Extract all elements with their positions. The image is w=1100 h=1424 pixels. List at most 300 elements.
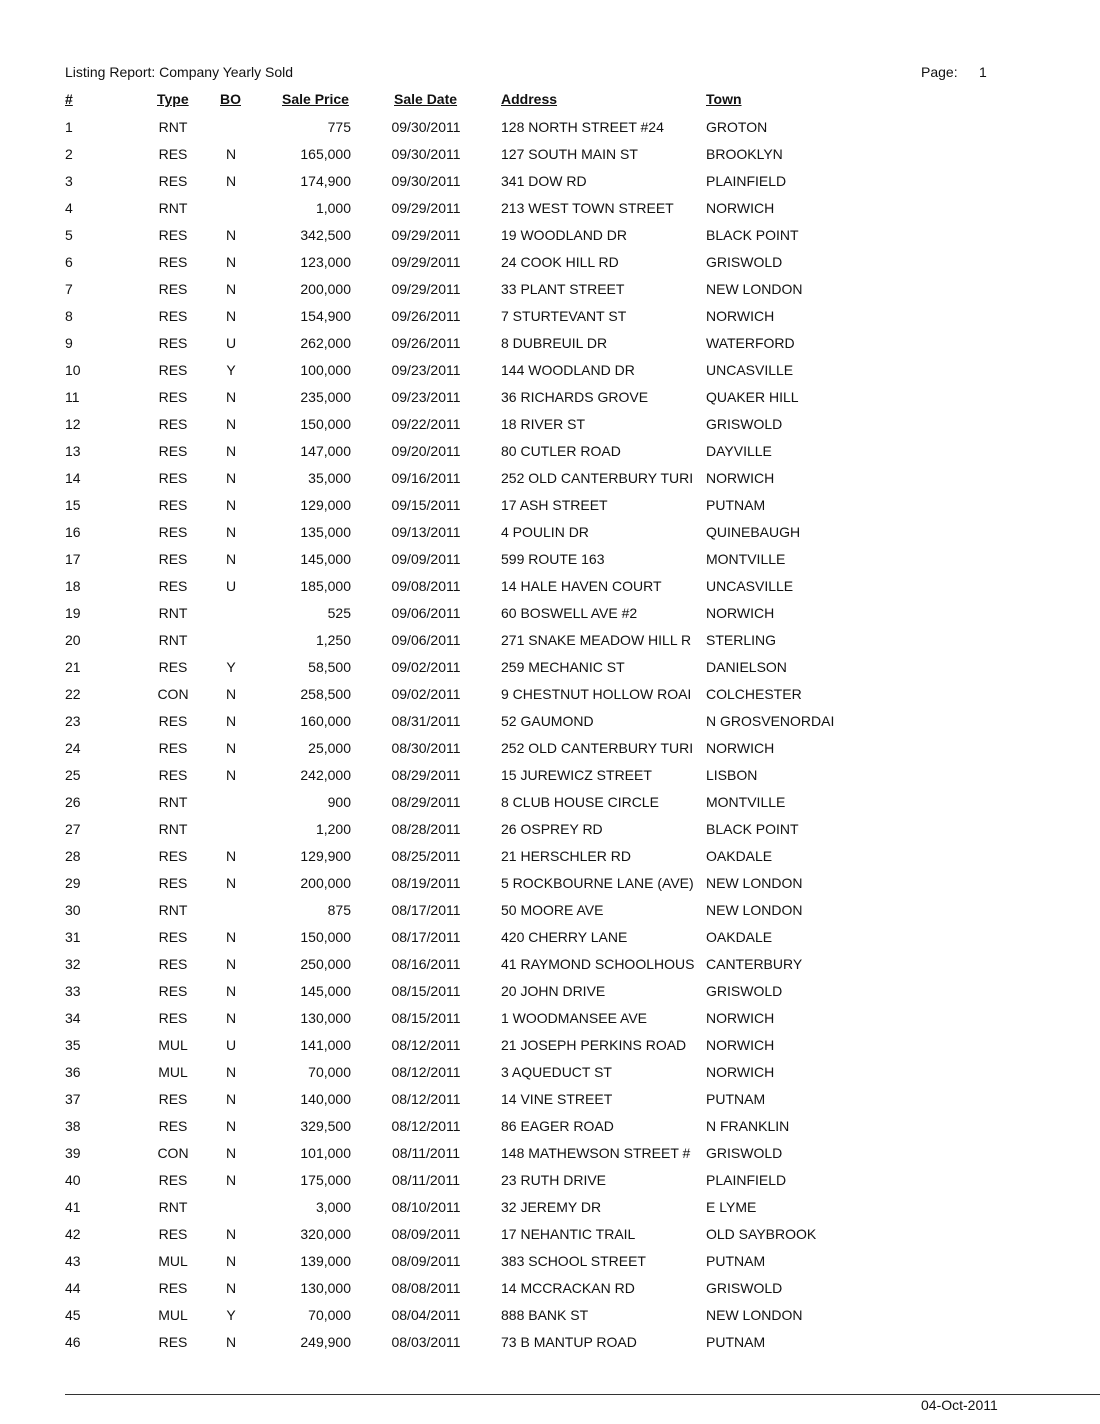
- cell-number: 17: [65, 551, 81, 567]
- cell-sale-date: 08/03/2011: [391, 1334, 461, 1350]
- cell-town: NEW LONDON: [706, 1307, 803, 1323]
- cell-type: RES: [158, 767, 188, 783]
- cell-address: 20 JOHN DRIVE: [501, 983, 606, 999]
- cell-sale-price: 130,000: [300, 1280, 351, 1296]
- cell-sale-price: 150,000: [300, 416, 351, 432]
- page-label: Page:: [921, 64, 958, 80]
- cell-sale-date: 08/29/2011: [391, 794, 461, 810]
- cell-number: 30: [65, 902, 81, 918]
- cell-type: RES: [158, 308, 188, 324]
- cell-type: RNT: [158, 200, 188, 216]
- table-row: [0, 1306, 1100, 1333]
- cell-bo: N: [225, 443, 237, 459]
- cell-sale-price: 525: [327, 605, 351, 621]
- cell-address: 14 VINE STREET: [501, 1091, 613, 1107]
- cell-address: 3 AQUEDUCT ST: [501, 1064, 612, 1080]
- column-header-address: Address: [501, 91, 558, 107]
- cell-sale-date: 08/15/2011: [391, 983, 461, 999]
- column-header-sale-date: Sale Date: [394, 91, 458, 107]
- cell-town: NORWICH: [706, 605, 775, 621]
- cell-type: RES: [158, 443, 188, 459]
- cell-sale-date: 09/29/2011: [391, 200, 461, 216]
- table-row: [0, 1036, 1100, 1063]
- cell-bo: N: [225, 551, 237, 567]
- table-row: [0, 577, 1100, 604]
- cell-address: 23 RUTH DRIVE: [501, 1172, 607, 1188]
- cell-sale-date: 08/17/2011: [391, 902, 461, 918]
- cell-type: RES: [158, 1010, 188, 1026]
- column-header-town: Town: [706, 91, 742, 107]
- cell-sale-date: 08/31/2011: [391, 713, 461, 729]
- cell-address: 271 SNAKE MEADOW HILL R: [501, 632, 692, 648]
- table-row: [0, 955, 1100, 982]
- table-row: [0, 1063, 1100, 1090]
- cell-number: 20: [65, 632, 81, 648]
- cell-sale-date: 09/13/2011: [391, 524, 461, 540]
- cell-number: 36: [65, 1064, 81, 1080]
- cell-town: NORWICH: [706, 740, 775, 756]
- cell-bo: N: [225, 740, 237, 756]
- table-row: [0, 172, 1100, 199]
- cell-type: RES: [158, 929, 188, 945]
- cell-number: 22: [65, 686, 81, 702]
- cell-sale-price: 1,200: [315, 821, 351, 837]
- cell-sale-price: 200,000: [300, 281, 351, 297]
- cell-address: 252 OLD CANTERBURY TURI: [501, 470, 694, 486]
- table-row: [0, 1252, 1100, 1279]
- table-row: [0, 1009, 1100, 1036]
- cell-number: 42: [65, 1226, 81, 1242]
- cell-number: 46: [65, 1334, 81, 1350]
- cell-sale-price: 3,000: [315, 1199, 351, 1215]
- cell-town: DAYVILLE: [706, 443, 772, 459]
- cell-sale-price: 1,000: [315, 200, 351, 216]
- listing-table-body: [0, 118, 1100, 1360]
- cell-sale-date: 08/12/2011: [391, 1118, 461, 1134]
- cell-town: DANIELSON: [706, 659, 787, 675]
- cell-sale-date: 08/11/2011: [392, 1145, 460, 1161]
- cell-number: 25: [65, 767, 81, 783]
- cell-bo: N: [225, 497, 237, 513]
- cell-type: RES: [158, 524, 188, 540]
- cell-type: RES: [158, 740, 188, 756]
- cell-type: RES: [158, 281, 188, 297]
- cell-town: GRISWOLD: [706, 416, 783, 432]
- table-row: [0, 604, 1100, 631]
- cell-address: 73 B MANTUP ROAD: [501, 1334, 637, 1350]
- cell-type: MUL: [158, 1064, 188, 1080]
- cell-type: RES: [158, 578, 188, 594]
- footer-divider: [65, 1394, 1100, 1395]
- cell-sale-date: 09/09/2011: [391, 551, 461, 567]
- cell-sale-price: 140,000: [300, 1091, 351, 1107]
- cell-sale-date: 08/15/2011: [391, 1010, 461, 1026]
- cell-type: RNT: [158, 605, 188, 621]
- cell-town: NEW LONDON: [706, 281, 803, 297]
- cell-sale-date: 09/16/2011: [391, 470, 461, 486]
- cell-sale-price: 329,500: [300, 1118, 351, 1134]
- cell-town: PLAINFIELD: [706, 173, 787, 189]
- cell-type: CON: [157, 1145, 189, 1161]
- cell-address: 4 POULIN DR: [501, 524, 589, 540]
- cell-number: 33: [65, 983, 81, 999]
- cell-bo: N: [225, 146, 237, 162]
- table-row: [0, 928, 1100, 955]
- cell-town: GRISWOLD: [706, 983, 783, 999]
- cell-address: 86 EAGER ROAD: [501, 1118, 614, 1134]
- cell-address: 14 HALE HAVEN COURT: [501, 578, 662, 594]
- cell-address: 888 BANK ST: [501, 1307, 589, 1323]
- cell-number: 3: [65, 173, 73, 189]
- cell-type: RES: [158, 1334, 188, 1350]
- cell-bo: Y: [226, 659, 236, 675]
- table-row: [0, 685, 1100, 712]
- cell-type: MUL: [158, 1307, 188, 1323]
- cell-bo: N: [225, 1280, 237, 1296]
- cell-sale-price: 25,000: [308, 740, 351, 756]
- cell-town: UNCASVILLE: [706, 578, 794, 594]
- cell-address: 127 SOUTH MAIN ST: [501, 146, 638, 162]
- cell-sale-date: 08/12/2011: [391, 1091, 461, 1107]
- cell-number: 29: [65, 875, 81, 891]
- cell-type: RES: [158, 1280, 188, 1296]
- cell-sale-date: 09/08/2011: [391, 578, 461, 594]
- cell-town: NORWICH: [706, 1064, 775, 1080]
- cell-town: MONTVILLE: [706, 794, 786, 810]
- table-row: [0, 982, 1100, 1009]
- cell-sale-price: 160,000: [300, 713, 351, 729]
- cell-sale-date: 09/06/2011: [391, 605, 461, 621]
- table-row: [0, 658, 1100, 685]
- cell-type: RNT: [158, 1199, 188, 1215]
- cell-address: 60 BOSWELL AVE #2: [501, 605, 638, 621]
- cell-sale-date: 09/20/2011: [391, 443, 461, 459]
- cell-sale-price: 141,000: [300, 1037, 351, 1053]
- cell-town: N FRANKLIN: [706, 1118, 790, 1134]
- cell-number: 16: [65, 524, 81, 540]
- cell-sale-date: 09/06/2011: [391, 632, 461, 648]
- cell-number: 31: [65, 929, 81, 945]
- cell-bo: N: [225, 524, 237, 540]
- cell-sale-price: 123,000: [300, 254, 351, 270]
- cell-town: BROOKLYN: [706, 146, 783, 162]
- cell-bo: U: [225, 1037, 237, 1053]
- cell-town: N GROSVENORDAI: [706, 713, 835, 729]
- cell-town: WATERFORD: [706, 335, 795, 351]
- cell-sale-price: 262,000: [300, 335, 351, 351]
- cell-sale-date: 09/26/2011: [391, 335, 461, 351]
- cell-address: 50 MOORE AVE: [501, 902, 604, 918]
- cell-number: 2: [65, 146, 73, 162]
- table-row: [0, 226, 1100, 253]
- cell-address: 341 DOW RD: [501, 173, 587, 189]
- table-row: [0, 901, 1100, 928]
- cell-address: 213 WEST TOWN STREET: [501, 200, 674, 216]
- cell-sale-date: 08/17/2011: [391, 929, 461, 945]
- cell-sale-date: 09/22/2011: [391, 416, 461, 432]
- cell-number: 23: [65, 713, 81, 729]
- cell-bo: N: [225, 470, 237, 486]
- cell-sale-price: 342,500: [300, 227, 351, 243]
- column-header-bo: BO: [220, 91, 241, 107]
- cell-number: 1: [65, 119, 73, 135]
- table-row: [0, 550, 1100, 577]
- column-header-number: #: [65, 91, 73, 107]
- table-row: [0, 1279, 1100, 1306]
- cell-bo: N: [225, 713, 237, 729]
- cell-town: PUTNAM: [706, 1334, 766, 1350]
- cell-number: 11: [65, 389, 80, 405]
- cell-town: LISBON: [706, 767, 758, 783]
- cell-sale-date: 08/04/2011: [391, 1307, 461, 1323]
- cell-sale-price: 70,000: [308, 1064, 351, 1080]
- cell-town: NORWICH: [706, 1010, 775, 1026]
- cell-bo: N: [225, 1118, 237, 1134]
- cell-address: 128 NORTH STREET #24: [501, 119, 664, 135]
- cell-town: NORWICH: [706, 200, 775, 216]
- cell-number: 39: [65, 1145, 81, 1161]
- cell-address: 17 NEHANTIC TRAIL: [501, 1226, 636, 1242]
- table-row: [0, 820, 1100, 847]
- cell-town: PUTNAM: [706, 1091, 766, 1107]
- cell-sale-date: 09/30/2011: [391, 173, 461, 189]
- cell-town: NORWICH: [706, 308, 775, 324]
- table-row: [0, 442, 1100, 469]
- cell-address: 9 CHESTNUT HOLLOW ROAI: [501, 686, 692, 702]
- table-row: [0, 388, 1100, 415]
- cell-bo: N: [225, 1064, 237, 1080]
- cell-address: 21 HERSCHLER RD: [501, 848, 631, 864]
- cell-number: 27: [65, 821, 81, 837]
- cell-address: 599 ROUTE 163: [501, 551, 605, 567]
- cell-number: 7: [65, 281, 73, 297]
- cell-number: 18: [65, 578, 81, 594]
- cell-address: 52 GAUMOND: [501, 713, 594, 729]
- cell-bo: N: [225, 1334, 237, 1350]
- cell-number: 28: [65, 848, 81, 864]
- cell-type: RES: [158, 362, 188, 378]
- cell-address: 19 WOODLAND DR: [501, 227, 628, 243]
- cell-town: CANTERBURY: [706, 956, 803, 972]
- cell-sale-date: 08/16/2011: [391, 956, 461, 972]
- cell-bo: N: [225, 389, 237, 405]
- cell-bo: N: [225, 1010, 237, 1026]
- cell-sale-date: 09/02/2011: [391, 686, 461, 702]
- cell-address: 18 RIVER ST: [501, 416, 586, 432]
- cell-sale-price: 175,000: [300, 1172, 351, 1188]
- cell-sale-date: 09/15/2011: [391, 497, 461, 513]
- cell-address: 420 CHERRY LANE: [501, 929, 628, 945]
- cell-sale-price: 147,000: [300, 443, 351, 459]
- cell-bo: N: [225, 767, 237, 783]
- cell-type: RES: [158, 146, 188, 162]
- cell-town: QUAKER HILL: [706, 389, 799, 405]
- cell-sale-date: 08/19/2011: [391, 875, 461, 891]
- cell-sale-price: 775: [327, 119, 351, 135]
- table-row: [0, 199, 1100, 226]
- cell-number: 12: [65, 416, 81, 432]
- table-row: [0, 793, 1100, 820]
- cell-address: 252 OLD CANTERBURY TURI: [501, 740, 694, 756]
- cell-sale-price: 150,000: [300, 929, 351, 945]
- table-row: [0, 1144, 1100, 1171]
- cell-number: 37: [65, 1091, 81, 1107]
- cell-number: 15: [65, 497, 81, 513]
- cell-sale-price: 200,000: [300, 875, 351, 891]
- cell-type: RES: [158, 497, 188, 513]
- cell-address: 259 MECHANIC ST: [501, 659, 625, 675]
- cell-type: RES: [158, 389, 188, 405]
- cell-bo: U: [225, 578, 237, 594]
- cell-town: NEW LONDON: [706, 902, 803, 918]
- cell-bo: N: [225, 956, 237, 972]
- cell-number: 32: [65, 956, 81, 972]
- cell-sale-price: 235,000: [300, 389, 351, 405]
- cell-town: OAKDALE: [706, 848, 773, 864]
- cell-number: 34: [65, 1010, 81, 1026]
- cell-sale-price: 185,000: [300, 578, 351, 594]
- cell-sale-price: 875: [327, 902, 351, 918]
- cell-sale-price: 135,000: [300, 524, 351, 540]
- table-row: [0, 496, 1100, 523]
- cell-bo: N: [225, 1172, 237, 1188]
- cell-sale-price: 154,900: [300, 308, 351, 324]
- cell-address: 21 JOSEPH PERKINS ROAD: [501, 1037, 687, 1053]
- cell-town: PLAINFIELD: [706, 1172, 787, 1188]
- table-row: [0, 469, 1100, 496]
- cell-type: RES: [158, 1091, 188, 1107]
- cell-address: 80 CUTLER ROAD: [501, 443, 621, 459]
- cell-type: RES: [158, 551, 188, 567]
- table-row: [0, 874, 1100, 901]
- page-number: 1: [979, 64, 987, 80]
- cell-number: 6: [65, 254, 73, 270]
- cell-number: 4: [65, 200, 73, 216]
- cell-town: PUTNAM: [706, 497, 766, 513]
- cell-address: 7 STURTEVANT ST: [501, 308, 627, 324]
- cell-town: QUINEBAUGH: [706, 524, 801, 540]
- cell-sale-price: 70,000: [308, 1307, 351, 1323]
- cell-town: UNCASVILLE: [706, 362, 794, 378]
- cell-town: NORWICH: [706, 470, 775, 486]
- cell-bo: Y: [226, 1307, 236, 1323]
- table-row: [0, 280, 1100, 307]
- cell-type: RES: [158, 848, 188, 864]
- report-title: Listing Report: Company Yearly Sold: [65, 64, 294, 80]
- cell-town: GRISWOLD: [706, 1280, 783, 1296]
- cell-bo: N: [225, 848, 237, 864]
- cell-town: NORWICH: [706, 1037, 775, 1053]
- cell-sale-price: 174,900: [300, 173, 351, 189]
- cell-address: 148 MATHEWSON STREET #: [501, 1145, 691, 1161]
- table-row: [0, 361, 1100, 388]
- table-row: [0, 523, 1100, 550]
- cell-address: 1 WOODMANSEE AVE: [501, 1010, 647, 1026]
- cell-sale-price: 258,500: [300, 686, 351, 702]
- cell-number: 38: [65, 1118, 81, 1134]
- column-header-type: Type: [157, 91, 189, 107]
- cell-bo: N: [225, 281, 237, 297]
- cell-town: PUTNAM: [706, 1253, 766, 1269]
- cell-address: 32 JEREMY DR: [501, 1199, 602, 1215]
- table-row: [0, 766, 1100, 793]
- cell-number: 10: [65, 362, 81, 378]
- cell-bo: N: [225, 308, 237, 324]
- cell-address: 17 ASH STREET: [501, 497, 608, 513]
- cell-type: CON: [157, 686, 189, 702]
- cell-type: RNT: [158, 632, 188, 648]
- cell-bo: N: [225, 875, 237, 891]
- cell-town: MONTVILLE: [706, 551, 786, 567]
- table-row: [0, 1333, 1100, 1360]
- cell-town: GRISWOLD: [706, 1145, 783, 1161]
- table-row: [0, 1090, 1100, 1117]
- table-row: [0, 118, 1100, 145]
- cell-sale-price: 320,000: [300, 1226, 351, 1242]
- cell-type: RES: [158, 254, 188, 270]
- cell-sale-price: 145,000: [300, 983, 351, 999]
- cell-number: 44: [65, 1280, 81, 1296]
- cell-address: 14 MCCRACKAN RD: [501, 1280, 635, 1296]
- cell-sale-date: 08/09/2011: [391, 1253, 461, 1269]
- cell-sale-date: 08/08/2011: [391, 1280, 461, 1296]
- cell-type: RES: [158, 227, 188, 243]
- cell-address: 8 DUBREUIL DR: [501, 335, 608, 351]
- table-row: [0, 847, 1100, 874]
- table-row: [0, 307, 1100, 334]
- cell-sale-date: 09/30/2011: [391, 146, 461, 162]
- cell-town: OLD SAYBROOK: [706, 1226, 817, 1242]
- cell-type: RES: [158, 713, 188, 729]
- cell-bo: N: [225, 929, 237, 945]
- cell-type: RNT: [158, 794, 188, 810]
- table-row: [0, 334, 1100, 361]
- cell-number: 21: [65, 659, 81, 675]
- cell-sale-price: 130,000: [300, 1010, 351, 1026]
- cell-number: 35: [65, 1037, 81, 1053]
- cell-sale-date: 09/30/2011: [391, 119, 461, 135]
- cell-town: BLACK POINT: [706, 227, 799, 243]
- cell-address: 36 RICHARDS GROVE: [501, 389, 649, 405]
- cell-town: COLCHESTER: [706, 686, 802, 702]
- cell-address: 41 RAYMOND SCHOOLHOUS: [501, 956, 695, 972]
- table-row: [0, 253, 1100, 280]
- cell-type: RES: [158, 956, 188, 972]
- table-row: [0, 739, 1100, 766]
- cell-sale-date: 09/02/2011: [391, 659, 461, 675]
- cell-sale-date: 09/29/2011: [391, 281, 461, 297]
- cell-number: 13: [65, 443, 81, 459]
- cell-number: 14: [65, 470, 81, 486]
- cell-sale-price: 145,000: [300, 551, 351, 567]
- cell-address: 26 OSPREY RD: [501, 821, 603, 837]
- cell-sale-price: 250,000: [300, 956, 351, 972]
- cell-address: 5 ROCKBOURNE LANE (AVE): [501, 875, 694, 891]
- cell-address: 15 JUREWICZ STREET: [501, 767, 652, 783]
- cell-number: 26: [65, 794, 81, 810]
- cell-bo: U: [225, 335, 237, 351]
- cell-town: BLACK POINT: [706, 821, 799, 837]
- cell-number: 24: [65, 740, 81, 756]
- cell-sale-date: 09/29/2011: [391, 227, 461, 243]
- cell-town: NEW LONDON: [706, 875, 803, 891]
- cell-bo: N: [225, 686, 237, 702]
- cell-sale-date: 09/29/2011: [391, 254, 461, 270]
- table-row: [0, 1117, 1100, 1144]
- cell-address: 24 COOK HILL RD: [501, 254, 619, 270]
- cell-bo: Y: [226, 362, 236, 378]
- cell-sale-date: 08/28/2011: [391, 821, 461, 837]
